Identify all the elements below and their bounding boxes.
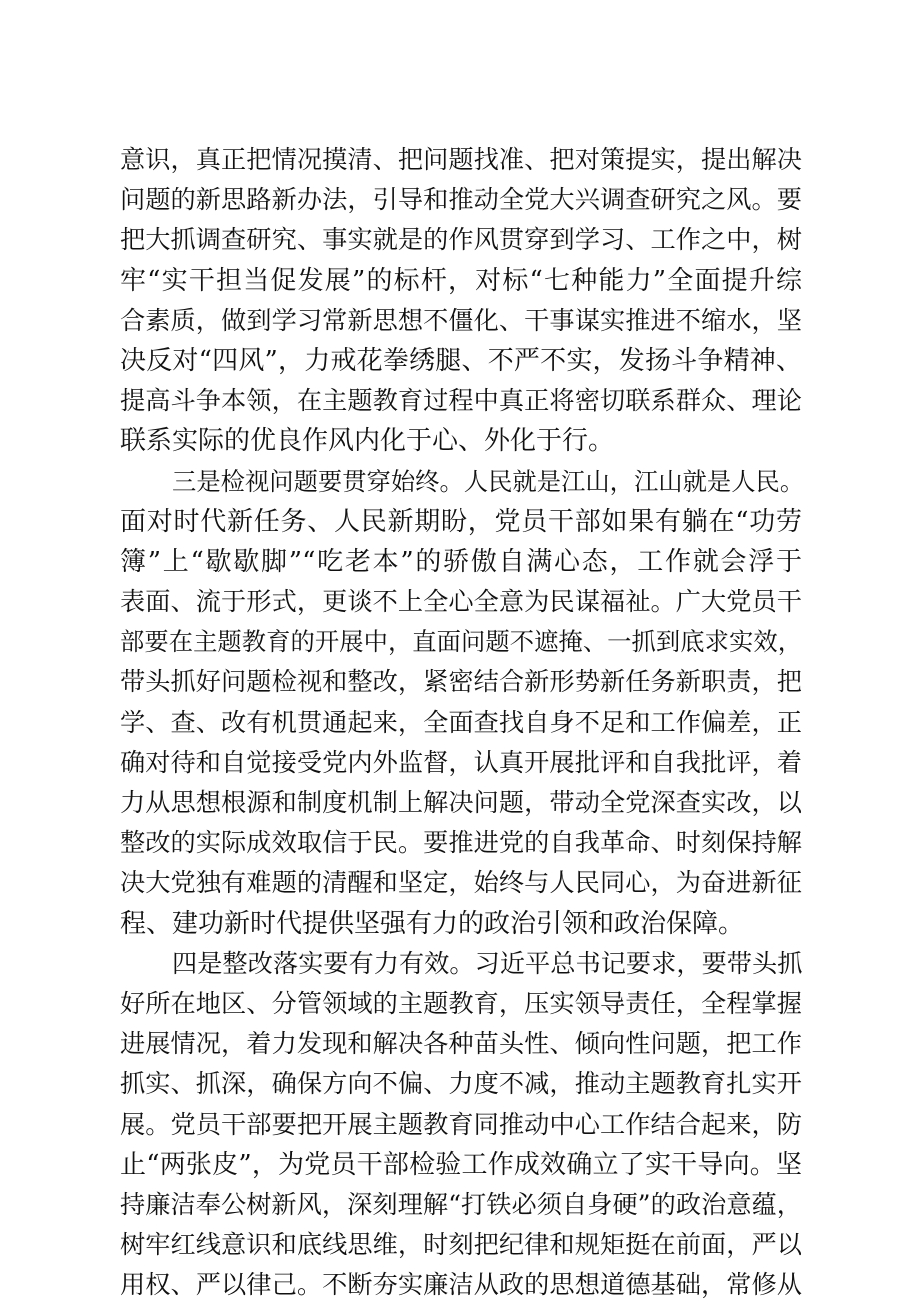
text-line: 把大抓调查研究、事实就是的作风贯穿到学习、工作之中，树 [120,225,802,255]
paragraph-first-line: 四是整改落实要有力有效。习近平总书记要求，要带头抓 [172,948,803,978]
text-line: 决反对“四风”，力戒花拳绣腿、不严不实，发扬斗争精神、 [120,345,802,376]
text-line: 簿”上“歇歇脚”“吃老本”的骄傲自满心态，工作就会浮于 [120,546,802,577]
paragraph-first-line: 三是检视问题要贯穿始终。人民就是江山，江山就是人民。 [172,466,805,496]
text-line: 用权、严以律己。不断夯实廉洁从政的思想道德基础，常修从 [120,1270,802,1300]
text-line: 提高斗争本领，在主题教育过程中真正将密切联系群众、理论 [120,386,802,416]
text-line: 决大党独有难题的清醒和坚定，始终与人民同心，为奋进新征 [120,868,802,898]
text-line: 合素质，做到学习常新思想不僵化、干事谋实推进不缩水，坚 [120,305,802,335]
text-line: 树牢红线意识和底线思维，时刻把纪律和规矩挺在前面，严以 [120,1230,802,1260]
body-text [120,140,805,1305]
text-line: 带头抓好问题检视和整改，紧密结合新形势新任务新职责，把 [120,667,802,697]
text-line: 牢“实干担当促发展”的标杆，对标“七种能力”全面提升综 [120,265,802,296]
text-line: 进展情况，着力发现和解决各种苗头性、倾向性问题，把工作 [120,1029,802,1059]
text-line: 好所在地区、分管领域的主题教育，压实领导责任，全程掌握 [120,988,802,1018]
text-line: 程、建功新时代提供坚强有力的政治引领和政治保障。 [120,908,745,939]
text-line: 表面、流于形式，更谈不上全心全意为民谋福祉。广大党员干 [120,587,802,617]
text-line: 面对时代新任务、人民新期盼，党员干部如果有躺在“功劳 [120,506,802,537]
text-line: 展。党员干部要把开展主题教育同推动中心工作结合起来，防 [120,1109,802,1139]
text-line: 学、查、改有机贯通起来，全面查找自身不足和工作偏差，正 [120,707,802,737]
text-line: 意识，真正把情况摸清、把问题找准、把对策提实，提出解决 [120,145,802,174]
text-line: 确对待和自觉接受党内外监督，认真开展批评和自我批评，着 [120,747,802,777]
text-line: 力从思想根源和制度机制上解决问题，带动全党深查实改，以 [120,788,802,817]
text-line: 部要在主题教育的开展中，直面问题不遮掩、一抓到底求实效， [120,627,802,657]
text-line: 抓实、抓深，确保方向不偏、力度不减，推动主题教育扎实开 [120,1069,802,1099]
text-line: 问题的新思路新办法，引导和推动全党大兴调查研究之风。要 [120,185,802,215]
text-line: 整改的实际成效取信于民。要推进党的自我革命、时刻保持解 [120,828,802,858]
text-line: 止“两张皮”，为党员干部检验工作成效确立了实干导向。坚 [120,1149,802,1180]
text-line: 联系实际的优良作风内化于心、外化于行。 [120,426,615,457]
text-line: 持廉洁奉公树新风，深刻理解“打铁必须自身硬”的政治意蕴， [120,1189,802,1219]
